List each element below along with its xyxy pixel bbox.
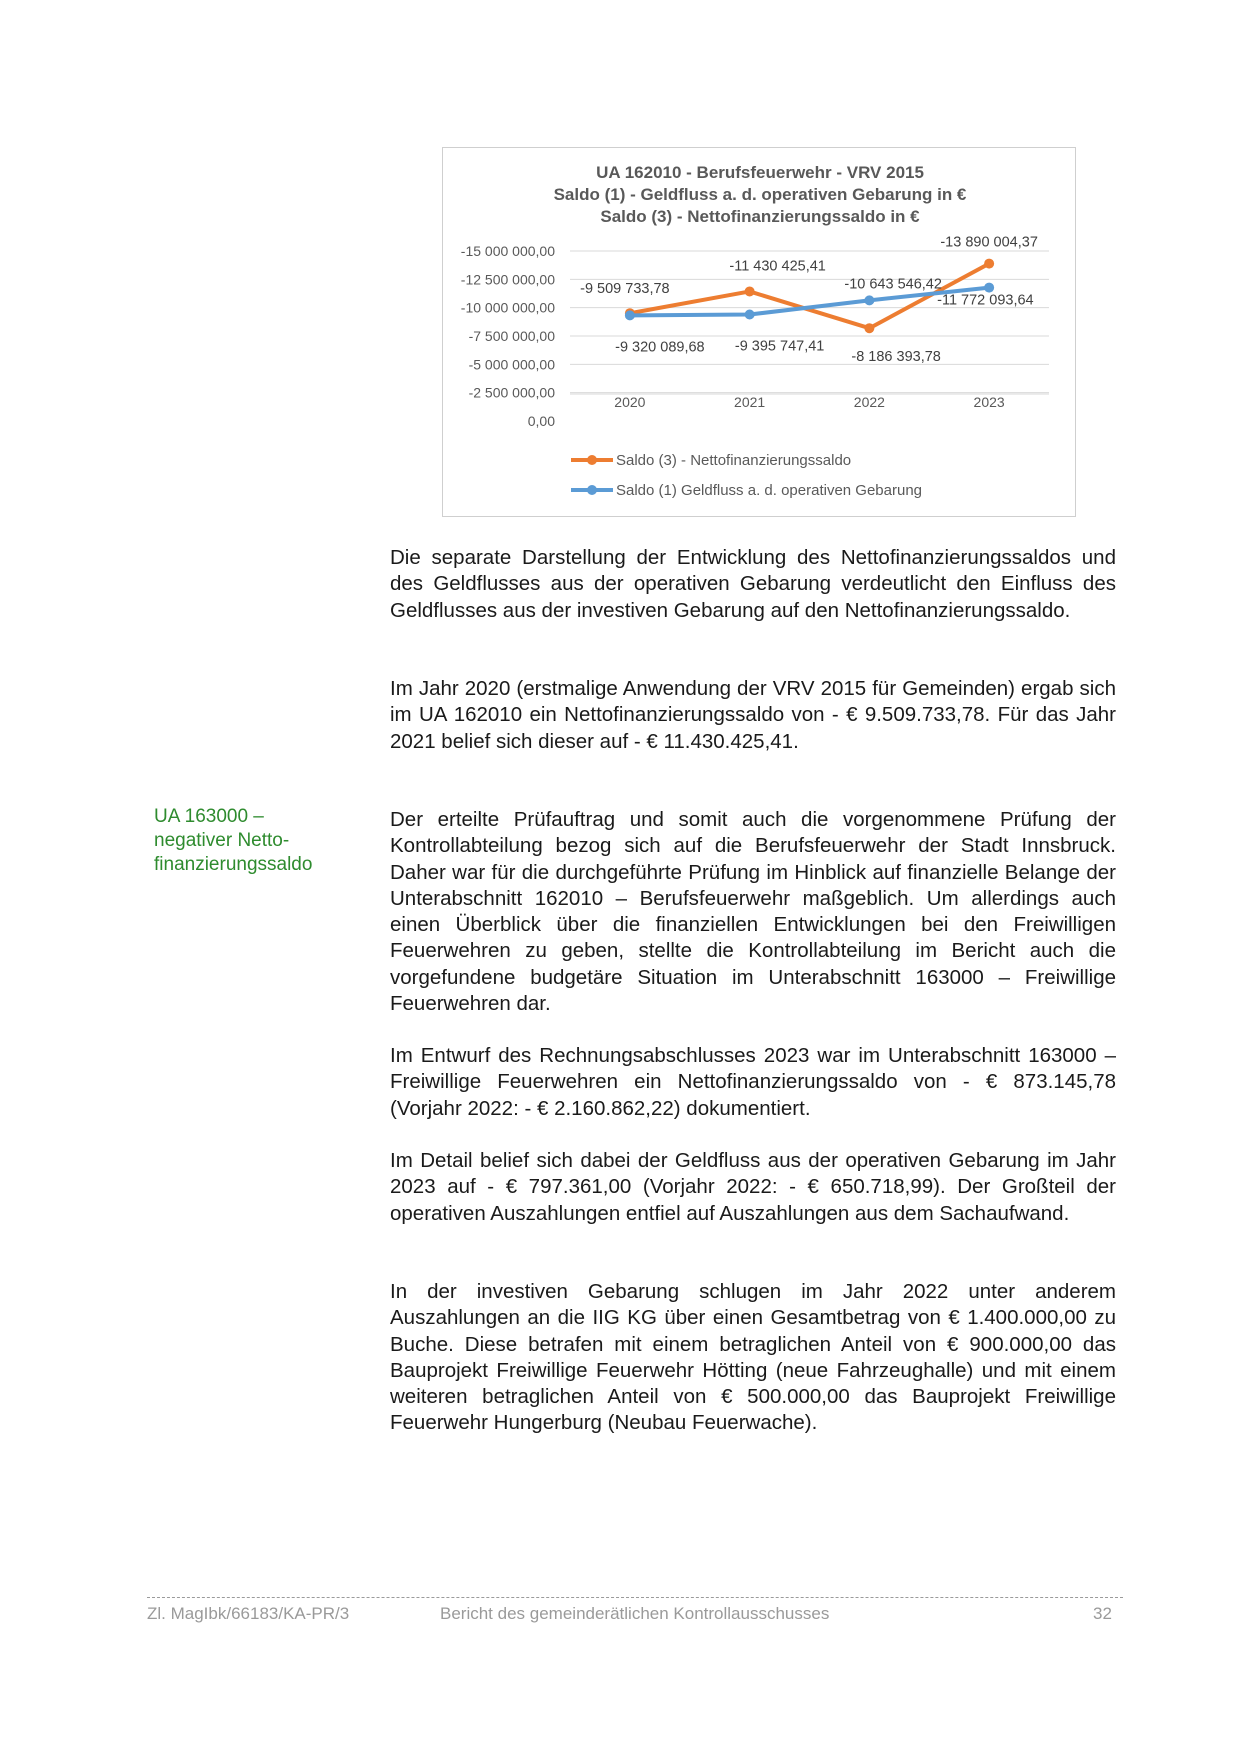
paragraph-2: Im Jahr 2020 (erstmalige Anwendung der VRV 2015 für Gemeinden) ergab sich im UA 162010 ein Nettofinanzierungssaldo von - € 9.509.733,78. Für das Jahr 2021 belief sich dieser auf - € 11.430.425,41. [390,677,1116,753]
series-1-label-1: -9 395 747,41 [734,338,825,355]
legend-marker-1 [587,485,597,495]
series-1-label-2: -10 643 546,42 [844,276,942,293]
series-0-label-2: -8 186 393,78 [851,349,941,366]
chart-legend [571,452,922,499]
footer-page-number: 32 [1093,1604,1112,1623]
series-0-label-1: -11 430 425,41 [729,258,826,275]
chart-title-line-2: Saldo (1) - Geldfluss a. d. operativen Gebarung in € [553,185,967,204]
legend-marker-0 [587,455,597,465]
series-1-label-3: -11 772 093,64 [937,292,1034,309]
paragraph-6: In der investiven Gebarung schlugen im Jahr 2022 unter anderem Auszahlungen an die IIG KG über einen Gesamtbetrag von € 1.400.000,00 zu Buche. Diese betrafen mit einem betraglichen Anteil von € 900.000,00 das Bauprojekt Freiwillige Feuerwehr Hötting (neue Fahrzeughalle) und mit einem weiteren betraglichen Anteil von € 500.000,00 das Bauprojekt Freiwillige Feuerwehr Hungerburg (Neubau Feuerwache). [390,1280,1116,1435]
chart-title-line-3: Saldo (3) - Nettofinanzierungssaldo in € [600,207,920,226]
legend-label-0: Saldo (3) - Nettofinanzierungssaldo [616,452,852,469]
margin-note-line-1: UA 163000 – [154,806,264,827]
y-tick-label-3: -7 500 000,00 [468,328,555,344]
chart-x-axis [614,394,1005,410]
series-1-point-1 [745,310,755,320]
y-tick-label-6: 0,00 [527,413,555,429]
footer-title: Bericht des gemeinderätlichen Kontrollausschusses [440,1604,830,1623]
y-tick-label-5: -2 500 000,00 [468,384,555,401]
series-0-label-0: -9 509 733,78 [580,281,670,298]
footer-reference: Zl. MagIbk/66183/KA-PR/3 [147,1604,350,1623]
series-0-point-1 [745,286,755,296]
line-chart [443,148,1077,518]
x-tick-label-3: 2023 [973,394,1005,410]
chart-container [442,147,1076,517]
paragraph-3: Der erteilte Prüfauftrag und somit auch die vorgenommene Prüfung der Kontrollabteilung bezog sich auf die Berufsfeuerwehr der Stadt Innsbruck. Daher war für die durchgeführte Prüfung im Hinblick auf finanzielle Belange der Unterabschnitt 162010 – Berufsfeuerwehr maßgeblich. Um allerdings auch einen Überblick über die finanziellen Entwicklungen bei den Freiwilligen Feuerwehren zu geben, stellte die Kontrollabteilung im Bericht auch die vorgefundene budgetäre Situation im Unterabschnitt 163000 – Freiwillige Feuerwehren dar. [390,808,1116,1016]
series-0-point-2 [864,323,874,333]
paragraph-4: Im Entwurf des Rechnungsabschlusses 2023 war im Unterabschnitt 163000 – Freiwillige Feuerwehren ein Nettofinanzierungssaldo von - € 873.145,78 (Vorjahr 2022: - € 2.160.862,22) dokumentiert. [390,1044,1116,1120]
series-1-point-0 [625,310,635,320]
series-1-point-3 [984,283,994,293]
x-tick-label-0: 2020 [614,394,646,410]
series-1-point-2 [864,295,874,305]
paragraph-5: Im Detail belief sich dabei der Geldfluss aus der operativen Gebarung im Jahr 2023 auf - € 797.361,00 (Vorjahr 2022: - € 650.718,99). Der Großteil der operativen Auszahlungen entfiel auf Auszahlungen aus dem Sachaufwand. [390,1149,1116,1225]
x-tick-label-2: 2022 [853,394,885,410]
y-tick-label-4: -5 000 000,00 [468,356,555,373]
y-tick-label-0: -15 000 000,00 [460,243,555,259]
chart-data-labels [580,235,1038,366]
margin-note-line-2: negativer Netto- [154,830,290,851]
chart-y-axis [461,243,555,429]
series-0-point-3 [984,259,994,269]
y-tick-label-2: -10 000 000,00 [460,299,555,316]
footer-divider [147,1597,1123,1598]
series-0-label-3: -13 890 004,37 [940,234,1038,251]
series-1-label-0: -9 320 089,68 [615,339,705,356]
margin-note [154,805,354,877]
x-tick-label-1: 2021 [734,394,766,410]
y-tick-label-1: -12 500 000,00 [460,271,555,288]
chart-title-line-1: UA 162010 - Berufsfeuerwehr - VRV 2015 [596,163,924,182]
paragraph-1: Die separate Darstellung der Entwicklung des Nettofinanzierungssaldos und des Geldflusses aus der operativen Gebarung verdeutlicht den Einfluss des Geldflusses aus der investiven Gebarung auf den Nettofinanzierungssaldo. [390,546,1116,622]
margin-note-line-3: finanzierungssaldo [154,854,313,875]
legend-label-1: Saldo (1) Geldfluss a. d. operativen Gebarung [616,482,923,499]
